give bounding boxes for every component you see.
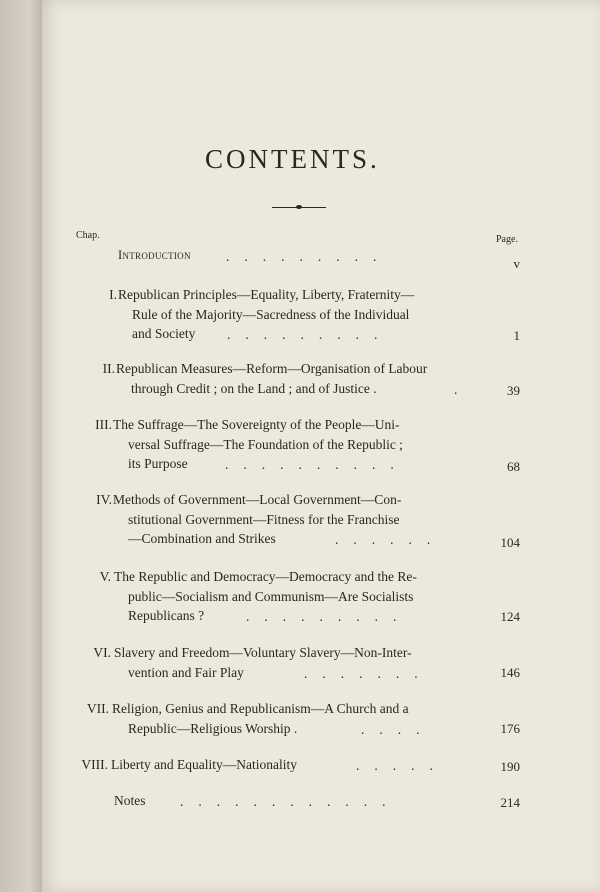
- chapter-title-line: through Credit ; on the Land ; and of Justice .: [131, 380, 377, 396]
- chapter-title-line: Introduction: [118, 248, 191, 262]
- leader-dots: .....: [356, 758, 448, 773]
- chapter-title-line: Rule of the Majority—Sacredness of the Individual: [132, 306, 410, 322]
- chapter-number: VIII.: [81, 757, 108, 772]
- page-title: CONTENTS.: [205, 144, 380, 174]
- leader-dots: .........: [246, 609, 412, 624]
- chapter-number: VII.: [86, 701, 109, 716]
- chapter-number: VI.: [93, 645, 111, 660]
- chapter-title-line: Religion, Genius and Republicanism—A Church and a: [112, 701, 409, 716]
- page-number: 124: [500, 609, 520, 624]
- page-number: 104: [500, 535, 520, 550]
- chapter-number: II.: [102, 361, 115, 376]
- chapter-title-line: Liberty and Equality—Nationality: [111, 757, 297, 772]
- chapter-number: I.: [109, 287, 117, 302]
- chapter-number: III.: [95, 417, 112, 432]
- page-column-label: Page.: [496, 234, 518, 245]
- chapter-number: V.: [99, 569, 111, 584]
- leader-dots: .......: [304, 665, 433, 681]
- chapter-title-line: versal Suffrage—The Foundation of the Republic ;: [128, 436, 403, 452]
- chapter-title-line: Methods of Government—Local Government—Con-: [113, 492, 402, 507]
- chapter-title-line: and Society: [132, 326, 196, 341]
- page-number: 190: [500, 759, 520, 774]
- leader-dots: ............: [180, 794, 401, 809]
- chapter-title-line: Republic—Religious Worship .: [128, 720, 298, 736]
- chapter-title-line: Notes: [114, 793, 146, 808]
- leader-dots: ....: [361, 721, 435, 737]
- chapter-title-line: Republican Measures—Reform—Organisation of Labour: [116, 361, 428, 376]
- chapter-title-line: public—Socialism and Communism—Are Socialists: [128, 588, 414, 604]
- chapter-title-line: stitutional Government—Fitness for the Franchise: [128, 511, 400, 527]
- page-number: 214: [500, 795, 520, 810]
- chapter-title-line: —Combination and Strikes: [128, 531, 276, 546]
- chapter-title-line: Republican Principles—Equality, Liberty, Fraternity—: [118, 287, 415, 302]
- title-ornament: [272, 205, 326, 209]
- leader-dots: .........: [227, 327, 393, 342]
- chap-column-label: Chap.: [76, 230, 100, 241]
- leader-dots: .: [454, 381, 473, 397]
- page-number: 39: [507, 383, 520, 398]
- leader-dots: ......: [335, 532, 446, 547]
- leader-dots: ..........: [225, 457, 409, 472]
- chapter-title-line: The Republic and Democracy—Democracy and the Re-: [114, 569, 417, 584]
- page-number: 146: [500, 665, 520, 680]
- page-number: v: [513, 256, 520, 271]
- chapter-number: IV.: [96, 492, 112, 507]
- chapter-title-line: Slavery and Freedom—Voluntary Slavery—Non-Inter-: [114, 645, 412, 660]
- page-number: 68: [507, 459, 520, 474]
- chapter-title-line: its Purpose: [128, 456, 188, 471]
- page-number: 176: [500, 721, 520, 736]
- page-number: 1: [513, 328, 520, 343]
- chapter-title-line: The Suffrage—The Sovereignty of the People—Uni-: [113, 417, 400, 432]
- chapter-title-line: vention and Fair Play: [128, 664, 244, 680]
- leader-dots: .........: [226, 249, 392, 264]
- chapter-title-line: Republicans ?: [128, 608, 205, 623]
